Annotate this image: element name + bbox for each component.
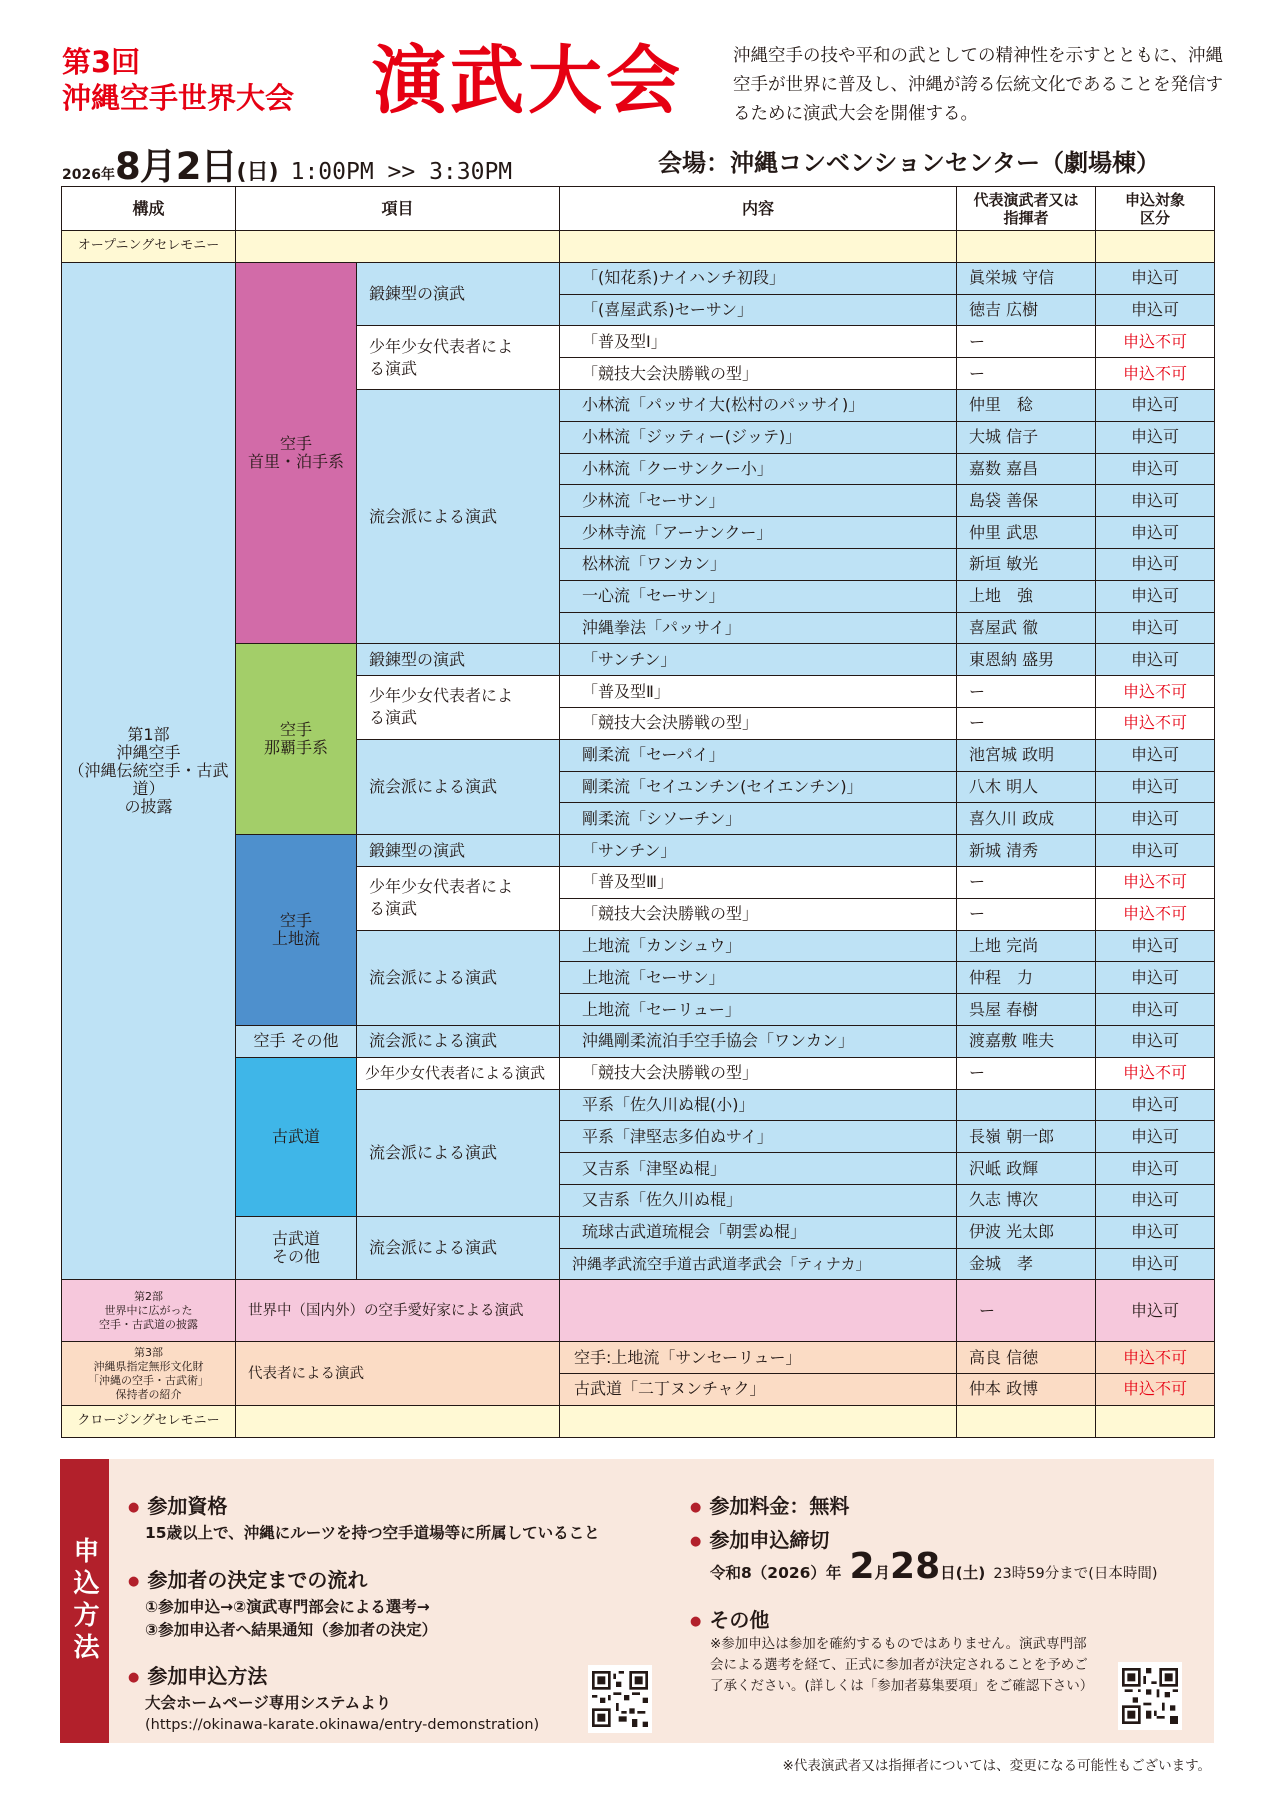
content-cell: 小林流「パッサイ大(松村のパッサイ)」 bbox=[560, 389, 957, 421]
content-cell: 剛柔流「シソーチン」 bbox=[560, 803, 957, 835]
content-cell: 上地流「セーサン」 bbox=[560, 962, 957, 994]
apply-cell: 申込可 bbox=[1096, 771, 1215, 803]
event-year: 2026年 bbox=[62, 167, 115, 183]
performer-cell: 池宮城 政明 bbox=[957, 739, 1096, 771]
part3-label: 第3部 沖縄県指定無形文化財 「沖縄の空手・古武術」 保持者の紹介 bbox=[62, 1342, 236, 1406]
content-cell: 又吉系「佐久川ぬ棍」 bbox=[560, 1184, 957, 1216]
apply-cell: 申込可 bbox=[1096, 612, 1215, 644]
content-cell: 「普及型Ⅲ」 bbox=[560, 866, 957, 898]
intro-text: 沖縄空手の技や平和の武としての精神性を示すとともに、沖縄空手が世界に普及し、沖縄が誇る伝統文化であることを発信するために演武大会を開催する。 bbox=[733, 46, 1223, 124]
content-cell: 小林流「クーサンクー小」 bbox=[560, 453, 957, 485]
performer-cell: ー bbox=[957, 1057, 1096, 1089]
item-youth: 少年少女代表者による演武 bbox=[357, 1057, 560, 1089]
apply-cell: 申込可 bbox=[1096, 644, 1215, 676]
content-cell: 少林寺流「アーナンクー」 bbox=[560, 517, 957, 549]
item-kitan: 鍛錬型の演武 bbox=[357, 262, 560, 326]
opening-row bbox=[62, 231, 1215, 263]
item-ryuha: 流会派による演武 bbox=[357, 1216, 560, 1280]
flow-line2: ③参加申込者へ結果通知（参加者の決定） bbox=[145, 1621, 438, 1639]
deadline-prefix: 令和8（2026）年 bbox=[710, 1564, 842, 1582]
header-performer: 代表演武者又は指揮者 bbox=[957, 187, 1096, 231]
apply-cell: 申込可 bbox=[1096, 1089, 1215, 1121]
performer-cell: 呉屋 春樹 bbox=[957, 994, 1096, 1026]
apply-cell: 申込不可 bbox=[1096, 1057, 1215, 1089]
group-karate-other: 空手 その他 bbox=[236, 1025, 357, 1057]
apply-cell: 申込可 bbox=[1096, 994, 1215, 1026]
apply-cell: 申込可 bbox=[1096, 1184, 1215, 1216]
content-cell: 剛柔流「セイユンチン(セイエンチン)」 bbox=[560, 771, 957, 803]
apply-cell: 申込不可 bbox=[1096, 866, 1215, 898]
apply-cell: 申込可 bbox=[1096, 580, 1215, 612]
apply-cell: 申込可 bbox=[1096, 453, 1215, 485]
item-ryuha: 流会派による演武 bbox=[357, 389, 560, 643]
flow-line1: ①参加申込→②演武専門部会による選考→ bbox=[145, 1598, 430, 1616]
item-youth bbox=[357, 676, 560, 740]
apply-cell: 申込不可 bbox=[1096, 326, 1215, 358]
item-ryuha: 流会派による演武 bbox=[357, 739, 560, 834]
other-text: ※参加申込は参加を確約するものではありません。演武専門部会による選考を経て、正式に参加者が決定されることを予めご了承ください。(詳しくは「参加者募集要項」をご確認下さい） bbox=[710, 1636, 1094, 1694]
item-kitan: 鍛錬型の演武 bbox=[357, 644, 560, 676]
apply-cell: 申込可 bbox=[1096, 1216, 1215, 1248]
footnote: ※代表演武者又は指揮者については、変更になる可能性もございます。 bbox=[782, 1758, 1211, 1774]
apply-cell: 申込可 bbox=[1096, 421, 1215, 453]
apply-cell: 申込不可 bbox=[1096, 676, 1215, 708]
performer-cell: 新城 清秀 bbox=[957, 835, 1096, 867]
content-cell: 「競技大会決勝戦の型」 bbox=[560, 898, 957, 930]
performer-cell: 徳吉 広樹 bbox=[957, 294, 1096, 326]
item-kitan: 鍛錬型の演武 bbox=[357, 835, 560, 867]
performer-cell: 久志 博次 bbox=[957, 1184, 1096, 1216]
part3-item: 代表者による演武 bbox=[236, 1342, 560, 1406]
performer-cell bbox=[957, 1089, 1096, 1121]
edition-title bbox=[62, 44, 294, 116]
apply-cell: 申込可 bbox=[1096, 1153, 1215, 1185]
apply-cell: 申込不可 bbox=[1096, 1342, 1215, 1374]
performer-cell: 渡嘉敷 唯夫 bbox=[957, 1025, 1096, 1057]
apply-cell: 申込可 bbox=[1096, 930, 1215, 962]
apply-cell: 申込可 bbox=[1096, 739, 1215, 771]
performer-cell: 仲里 稔 bbox=[957, 389, 1096, 421]
qr-code-guidelines[interactable] bbox=[1118, 1662, 1182, 1730]
apply-cell: 申込可 bbox=[1096, 548, 1215, 580]
header-item: 項目 bbox=[236, 187, 560, 231]
program-table bbox=[61, 186, 1215, 1438]
performer-cell: 金城 孝 bbox=[957, 1248, 1096, 1280]
deadline-dow: (土) bbox=[955, 1564, 986, 1582]
event-name: 沖縄空手世界大会 bbox=[62, 81, 295, 115]
performer-cell: 嘉数 嘉昌 bbox=[957, 453, 1096, 485]
table-header-row bbox=[62, 187, 1215, 231]
apply-cell: 申込可 bbox=[1096, 485, 1215, 517]
deadline bbox=[710, 1546, 1158, 1587]
method-url[interactable]: (https://okinawa-karate.okinawa/entry-demonstration) bbox=[145, 1717, 540, 1733]
header-apply: 申込対象区分 bbox=[1096, 187, 1215, 231]
deadline-day-unit: 日 bbox=[940, 1564, 956, 1582]
apply-cell: 申込可 bbox=[1096, 1025, 1215, 1057]
apply-cell: 申込可 bbox=[1096, 1121, 1215, 1153]
content-cell: 小林流「ジッティー(ジッテ)」 bbox=[560, 421, 957, 453]
part1-label: 第1部 沖縄空手 （沖縄伝統空手・古武道） の披露 bbox=[62, 262, 236, 1280]
qr-icon bbox=[1122, 1666, 1178, 1726]
content-cell: 沖縄孝武流空手道古武道孝武会「ティナカ」 bbox=[560, 1248, 957, 1280]
performer-cell: 新垣 敏光 bbox=[957, 548, 1096, 580]
group-kobudo-other: 古武道 その他 bbox=[236, 1216, 357, 1280]
eligibility-title: ● 参加資格 bbox=[128, 1490, 227, 1519]
qr-icon bbox=[592, 1669, 648, 1729]
content-cell: 剛柔流「セーパイ」 bbox=[560, 739, 957, 771]
group-naha: 空手 那覇手系 bbox=[236, 644, 357, 835]
content-cell: 沖縄剛柔流泊手空手協会「ワンカン」 bbox=[560, 1025, 957, 1057]
performer-cell: ー bbox=[957, 707, 1096, 739]
performer-cell: 東恩納 盛男 bbox=[957, 644, 1096, 676]
performer-cell: 喜久川 政成 bbox=[957, 803, 1096, 835]
apply-cell: 申込不可 bbox=[1096, 358, 1215, 390]
performer-cell: 伊波 光太郎 bbox=[957, 1216, 1096, 1248]
apply-cell: 申込不可 bbox=[1096, 1374, 1215, 1406]
qr-code-entry[interactable] bbox=[588, 1665, 652, 1733]
item-youth bbox=[357, 866, 560, 930]
content-cell: 平系「佐久川ぬ棍(小)」 bbox=[560, 1089, 957, 1121]
edition-label: 第3回 bbox=[62, 45, 141, 79]
content-cell: 「競技大会決勝戦の型」 bbox=[560, 707, 957, 739]
performer-cell: ー bbox=[957, 676, 1096, 708]
part2-row bbox=[62, 1280, 1215, 1342]
group-shuri: 空手 首里・泊手系 bbox=[236, 262, 357, 644]
performer-cell: 上地 完尚 bbox=[957, 930, 1096, 962]
deadline-month: 2 bbox=[849, 1546, 875, 1587]
event-date: 8月2日 bbox=[114, 145, 237, 188]
method-text: 大会ホームページ専用システムより bbox=[145, 1694, 392, 1712]
opening-label: オープニングセレモニー bbox=[62, 231, 236, 263]
other-title: ● その他 bbox=[690, 1604, 769, 1633]
event-weekday: (日) bbox=[236, 160, 279, 185]
apply-cell: 申込可 bbox=[1096, 962, 1215, 994]
item-youth-text: 少年少女代表者による演武 bbox=[369, 686, 514, 728]
item-youth-text: 少年少女代表者による演武 bbox=[369, 336, 514, 378]
performer-cell: 八木 明人 bbox=[957, 771, 1096, 803]
group-kobudo: 古武道 bbox=[236, 1057, 357, 1216]
content-cell: 「サンチン」 bbox=[560, 835, 957, 867]
content-cell: 「普及型Ⅰ」 bbox=[560, 326, 957, 358]
item-ryuha: 流会派による演武 bbox=[357, 930, 560, 1025]
item-ryuha: 流会派による演武 bbox=[357, 1089, 560, 1216]
deadline-month-unit: 月 bbox=[874, 1564, 891, 1582]
performer-cell: 長嶺 朝一郎 bbox=[957, 1121, 1096, 1153]
performer-cell: 仲本 政博 bbox=[957, 1374, 1096, 1406]
apply-cell: 申込可 bbox=[1096, 803, 1215, 835]
content-cell: 「サンチン」 bbox=[560, 644, 957, 676]
content-cell: 上地流「カンシュウ」 bbox=[560, 930, 957, 962]
content-cell: 「競技大会決勝戦の型」 bbox=[560, 358, 957, 390]
content-cell: 又吉系「津堅ぬ棍」 bbox=[560, 1153, 957, 1185]
performer-cell: 仲程 力 bbox=[957, 962, 1096, 994]
closing-label: クロージングセレモニー bbox=[62, 1405, 236, 1437]
deadline-day: 28 bbox=[890, 1546, 941, 1587]
performer-cell: ー bbox=[957, 358, 1096, 390]
event-datetime bbox=[62, 136, 513, 188]
content-cell: 上地流「セーリュー」 bbox=[560, 994, 957, 1026]
performer-cell: ー bbox=[957, 898, 1096, 930]
table-row bbox=[62, 262, 1215, 294]
item-youth-text: 少年少女代表者による演武 bbox=[369, 877, 514, 919]
venue: 会場：沖縄コンベンションセンター（劇場棟） bbox=[658, 149, 1160, 177]
content-cell: 琉球古武道琉棍会「朝雲ぬ棍」 bbox=[560, 1216, 957, 1248]
part2-apply: 申込可 bbox=[1096, 1280, 1215, 1342]
part2-label: 第2部 世界中に広がった 空手・古武道の披露 bbox=[62, 1280, 236, 1342]
performer-cell: 大城 信子 bbox=[957, 421, 1096, 453]
content-cell: 少林流「セーサン」 bbox=[560, 485, 957, 517]
apply-cell: 申込可 bbox=[1096, 835, 1215, 867]
part2-performer: ー bbox=[957, 1280, 1096, 1342]
apply-cell: 申込不可 bbox=[1096, 898, 1215, 930]
performer-cell: 眞栄城 守信 bbox=[957, 262, 1096, 294]
apply-cell: 申込可 bbox=[1096, 389, 1215, 421]
performer-cell: 高良 信徳 bbox=[957, 1342, 1096, 1374]
event-time: 1:00PM >> 3:30PM bbox=[290, 159, 513, 185]
performer-cell: 仲里 武思 bbox=[957, 517, 1096, 549]
application-tab: 申込方法 bbox=[60, 1459, 109, 1743]
content-cell: 「普及型Ⅱ」 bbox=[560, 676, 957, 708]
method-title: ● 参加申込方法 bbox=[128, 1660, 267, 1689]
apply-cell: 申込可 bbox=[1096, 517, 1215, 549]
performer-cell: ー bbox=[957, 326, 1096, 358]
content-cell: 「(喜屋武系)セーサン」 bbox=[560, 294, 957, 326]
deadline-title: ● 参加申込締切 bbox=[690, 1524, 829, 1553]
fee-title: ● 参加料金：無料 bbox=[690, 1490, 849, 1519]
content-cell: 「競技大会決勝戦の型」 bbox=[560, 1057, 957, 1089]
apply-cell: 申込可 bbox=[1096, 294, 1215, 326]
page-title: 演武大会 bbox=[372, 38, 684, 124]
performer-cell: ー bbox=[957, 866, 1096, 898]
apply-cell: 申込可 bbox=[1096, 1248, 1215, 1280]
table-row bbox=[62, 1342, 1215, 1374]
content-cell: 平系「津堅志多伯ぬサイ」 bbox=[560, 1121, 957, 1153]
content-cell: 松林流「ワンカン」 bbox=[560, 548, 957, 580]
content-cell: 一心流「セーサン」 bbox=[560, 580, 957, 612]
header-structure: 構成 bbox=[62, 187, 236, 231]
performer-cell: 島袋 善保 bbox=[957, 485, 1096, 517]
part2-item: 世界中（国内外）の空手愛好家による演武 bbox=[236, 1280, 560, 1342]
header-content: 内容 bbox=[560, 187, 957, 231]
eligibility-text: 15歳以上で、沖縄にルーツを持つ空手道場等に所属していること bbox=[145, 1524, 600, 1542]
apply-cell: 申込不可 bbox=[1096, 707, 1215, 739]
closing-row bbox=[62, 1405, 1215, 1437]
content-cell: 空手:上地流「サンセーリュー」 bbox=[560, 1342, 957, 1374]
content-cell: 「(知花系)ナイハンチ初段」 bbox=[560, 262, 957, 294]
deadline-suffix: 23時59分まで(日本時間) bbox=[993, 1566, 1158, 1582]
performer-cell: 沢岻 政輝 bbox=[957, 1153, 1096, 1185]
item-ryuha: 流会派による演武 bbox=[357, 1025, 560, 1057]
apply-cell: 申込可 bbox=[1096, 262, 1215, 294]
group-uechi: 空手 上地流 bbox=[236, 835, 357, 1026]
flow-title: ● 参加者の決定までの流れ bbox=[128, 1564, 367, 1593]
performer-cell: 喜屋武 徹 bbox=[957, 612, 1096, 644]
item-youth bbox=[357, 326, 560, 390]
performer-cell: 上地 強 bbox=[957, 580, 1096, 612]
content-cell: 沖縄拳法「パッサイ」 bbox=[560, 612, 957, 644]
content-cell: 古武道「二丁ヌンチャク」 bbox=[560, 1374, 957, 1406]
